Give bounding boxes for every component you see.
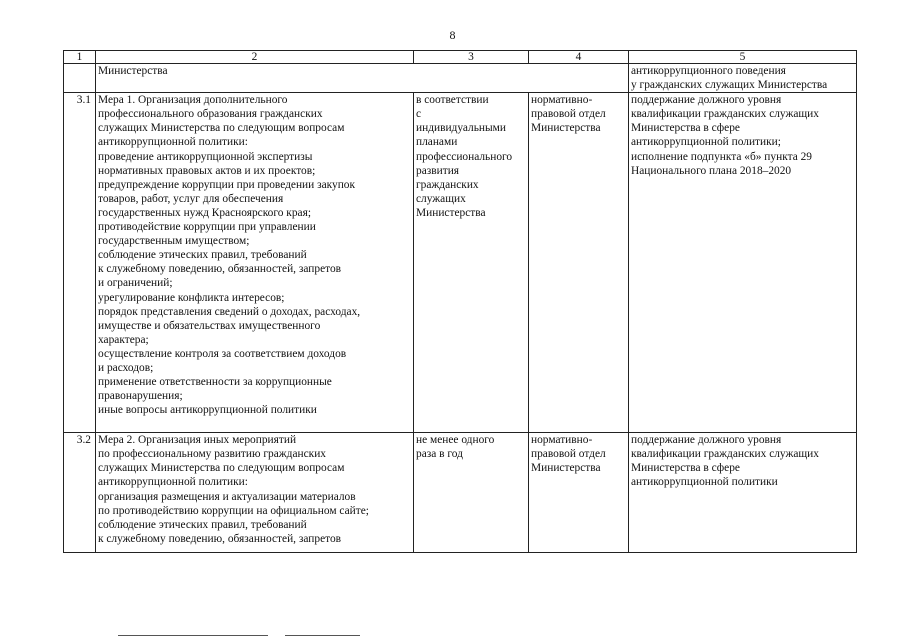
measure-line: соблюдение этических правил, требований — [98, 518, 307, 531]
continuation-result-line: антикоррупционного поведения — [631, 65, 786, 77]
measure-line: профессионального образования гражданских — [98, 108, 323, 121]
result-line: Министерства в сфере — [631, 462, 740, 475]
measure-line: организация размещения и актуализации материалов — [98, 490, 356, 503]
measure-cell — [96, 93, 414, 433]
measure-line: антикоррупционной политики: — [98, 136, 248, 149]
measure-line: по профессиональному развитию гражданских — [98, 448, 326, 461]
term-line: не менее одного — [416, 434, 495, 447]
scan-artifact-line — [285, 635, 360, 636]
result-line: исполнение подпункта «б» пункта 29 — [631, 150, 812, 163]
column-number-4: 4 — [529, 51, 629, 64]
measure-line: служащих Министерства по следующим вопросам — [98, 122, 345, 135]
continuation-result-line: у гражданских служащих Министерства — [631, 79, 828, 92]
measure-line: осуществление контроля за соответствием доходов — [98, 347, 347, 360]
result-cell — [629, 433, 857, 553]
measure-line: Мера 2. Организация иных мероприятий — [98, 434, 297, 447]
measure-line: противодействие коррупции при управлении — [98, 221, 316, 234]
measure-line: по противодействию коррупции на официальном сайте; — [98, 504, 369, 517]
measure-line: иные вопросы антикоррупционной политики — [98, 404, 317, 417]
responsible-cell — [529, 433, 629, 553]
continuation-result-cell — [629, 64, 857, 93]
row-number: 3.2 — [64, 433, 96, 553]
table-row — [64, 433, 857, 553]
continuation-measure-cell — [96, 64, 629, 93]
term-line: Министерства — [416, 206, 486, 219]
scan-artifact-line — [118, 635, 268, 636]
result-line: Национального плана 2018–2020 — [631, 164, 792, 177]
measure-line: и расходов; — [98, 361, 154, 374]
result-cell — [629, 93, 857, 433]
responsible-line: Министерства — [531, 462, 601, 475]
term-line: с — [416, 108, 422, 121]
responsible-line: Министерства — [531, 122, 601, 135]
measure-line: порядок представления сведений о доходах, расходах, — [98, 305, 361, 318]
result-line: поддержание должного уровня — [631, 94, 782, 107]
table-header-row — [64, 51, 857, 64]
responsible-line: правовой отдел — [531, 448, 606, 461]
measure-line: государственным имуществом; — [98, 235, 250, 248]
measure-line: нормативных правовых актов и их проектов; — [98, 164, 316, 177]
term-line: планами — [416, 136, 458, 149]
continuation-row — [64, 64, 857, 93]
responsible-line: нормативно- — [531, 94, 593, 107]
measure-line: антикоррупционной политики: — [98, 476, 248, 489]
responsible-line: нормативно- — [531, 434, 593, 447]
measure-cell — [96, 433, 414, 553]
measure-line: товаров, работ, услуг для обеспечения — [98, 192, 284, 205]
measure-line: и ограничений; — [98, 277, 173, 290]
measure-line: имуществе и обязательствах имущественного — [98, 319, 321, 332]
responsible-cell — [529, 93, 629, 433]
result-line: антикоррупционной политики; — [631, 136, 781, 149]
table-row — [64, 93, 857, 433]
term-cell — [414, 93, 529, 433]
measure-line: характера; — [98, 333, 149, 346]
result-line: квалификации гражданских служащих — [631, 448, 819, 461]
measure-line: предупреждение коррупции при проведении закупок — [98, 178, 356, 191]
column-number-5: 5 — [629, 51, 857, 64]
responsible-line: правовой отдел — [531, 108, 606, 121]
measures-table — [63, 50, 857, 553]
measure-line: к служебному поведению, обязанностей, запретов — [98, 263, 342, 276]
result-line: поддержание должного уровня — [631, 434, 782, 447]
measure-line: государственных нужд Красноярского края; — [98, 206, 311, 219]
continuation-measure-text: Министерства — [98, 65, 168, 77]
measure-line: служащих Министерства по следующим вопросам — [98, 462, 345, 475]
column-number-3: 3 — [414, 51, 529, 64]
page-number: 8 — [449, 28, 456, 42]
result-line: Министерства в сфере — [631, 122, 740, 135]
term-line: гражданских — [416, 178, 479, 191]
measure-line: соблюдение этических правил, требований — [98, 249, 307, 262]
term-line: раза в год — [416, 448, 463, 461]
continuation-num-cell — [64, 64, 96, 93]
term-cell — [414, 433, 529, 553]
row-number: 3.1 — [64, 93, 96, 433]
result-line: антикоррупционной политики — [631, 476, 778, 489]
measure-line: применение ответственности за коррупционные — [98, 376, 332, 389]
column-number-2: 2 — [96, 51, 414, 64]
term-line: профессионального — [416, 150, 513, 163]
measure-line: урегулирование конфликта интересов; — [98, 291, 285, 304]
measure-line: к служебному поведению, обязанностей, запретов — [98, 532, 342, 545]
measure-line: проведение антикоррупционной экспертизы — [98, 150, 313, 163]
term-line: в соответствии — [416, 94, 489, 107]
measure-line: Мера 1. Организация дополнительного — [98, 94, 288, 107]
term-line: служащих — [416, 192, 466, 205]
term-line: развития — [416, 164, 460, 177]
column-number-1: 1 — [64, 51, 96, 64]
measure-line: правонарушения; — [98, 390, 183, 403]
result-line: квалификации гражданских служащих — [631, 108, 819, 121]
term-line: индивидуальными — [416, 122, 506, 135]
